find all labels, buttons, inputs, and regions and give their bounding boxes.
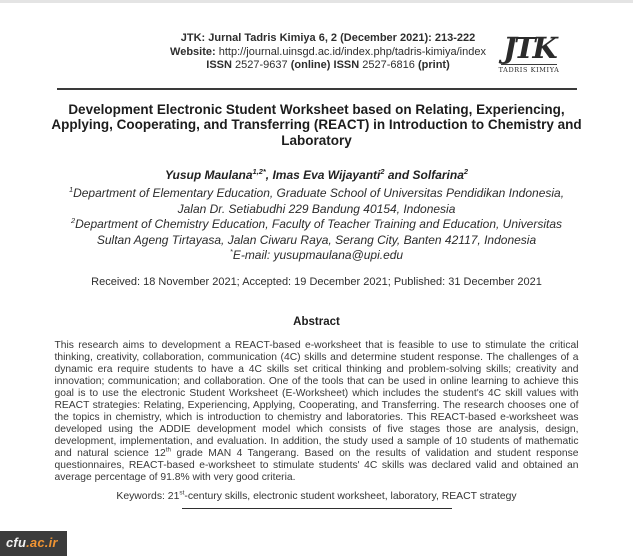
author-marker-1: 1,2* <box>252 167 266 177</box>
affiliation-2-text: Department of Chemistry Education, Faculty of Teacher Training and Education, Universitas Sultan Ageng Tirtayasa, Jalan Ciwaru Raya, Serang City, Banten 42117, Indonesia <box>75 217 563 247</box>
author-name-1: Yusup Maulana <box>164 168 253 183</box>
journal-logo-monogram: JTK <box>503 31 555 65</box>
abstract-text <box>55 340 579 484</box>
issn-label-print: ISSN <box>333 59 360 72</box>
authors-line <box>0 168 633 182</box>
watermark-suffix: .ac.ir <box>26 535 58 550</box>
journal-logo <box>491 33 567 74</box>
affiliations-block <box>61 186 573 264</box>
authors-separator-1: , <box>265 168 273 183</box>
abstract-part-2: grade MAN 4 Tangerang. Based on the results of validation and student response questionnaires, REACT-based e-worksheet to stimulate students' 4C skills was declared valid and obtained an average percentage of 91.8% with very good criteria. <box>54 447 579 483</box>
author-name-3: Solfarina <box>412 168 464 183</box>
website-url[interactable]: http://journal.uinsgd.ac.id/index.php/tadris-kimiya/index <box>218 45 486 58</box>
abstract-heading: Abstract <box>293 315 340 328</box>
keywords-part-2: -century skills, electronic student worksheet, laboratory, REACT strategy <box>184 490 517 502</box>
journal-logo-name: TADRIS KIMIYA <box>498 66 560 74</box>
author-marker-2: 2 <box>380 167 385 177</box>
authors-separator-2: and <box>384 168 413 183</box>
issn-online-tag: (online) <box>290 59 331 72</box>
page-top-edge <box>0 0 633 3</box>
issn-print-tag: (print) <box>417 59 450 72</box>
issn-print-number: 2527-6816 <box>362 59 415 72</box>
abstract-part-1: This research aims to development a REACT-based e-worksheet that is feasible to use to stimulate the critical thinking, creativity, collaboration, communication (4C) skills and determine student response. The challenges of a dynamic era require students to have a 4C skills set critical thinking and problem-solving skills; creativity and innovation; communication; and collaboration. One of the tools that can be used in online learning to achieve this goal is to use the electronic Student Worksheet (E-Worksheet) which includes the student's 4C skill values with REACT strategies: Relating, Experiencing, Applying, Cooperating, and Transferring. The research chooses one of the topics in chemistry, which is introduction to chemistry and laboratories. This REACT-based e-worksheet was developed using the ADDIE development model which consists of five stages those are analysis, design, development, implementation, and evaluation. In addition, the study used a sample of 10 students of mathematic and natural science 12 <box>54 339 579 459</box>
issn-label-online: ISSN <box>206 59 232 72</box>
article-title: Development Electronic Student Worksheet based on Relating, Experiencing, Applying, Cooperating, and Transferring (REACT) in Introduction to Chemistry and Laboratory <box>51 101 582 148</box>
keywords-part-1: Keywords: 21 <box>116 490 180 502</box>
issn-online-number: 2527-9637 <box>235 59 288 72</box>
dates-line: Received: 18 November 2021; Accepted: 19 December 2021; Published: 31 December 2021 <box>91 275 542 288</box>
email-marker: * <box>229 247 233 257</box>
affiliation-2-marker: 2 <box>70 216 76 226</box>
affiliation-1-marker: 1 <box>68 185 74 195</box>
header-divider <box>57 88 577 90</box>
website-label: Website: <box>170 45 216 58</box>
email-text[interactable]: E-mail: yusupmaulana@upi.edu <box>232 248 404 263</box>
affiliation-1-text: Department of Elementary Education, Graduate School of Universitas Pendidikan Indonesia, Jalan Dr. Setiabudhi 229 Bandung 40154, Indonesia <box>73 186 565 216</box>
journal-issue-line: JTK: Jurnal Tadris Kimiya 6, 2 (December 2021): 213-222 <box>180 32 476 44</box>
affiliation-2 <box>61 217 573 248</box>
email-line <box>61 248 573 264</box>
watermark-prefix: cfu <box>6 535 27 550</box>
abstract-ordinal-sup: th <box>165 446 172 454</box>
keywords-ordinal-sup: st <box>179 489 185 497</box>
author-marker-3: 2 <box>463 167 469 177</box>
watermark-badge <box>0 531 67 556</box>
footer-divider <box>182 508 452 509</box>
affiliation-1 <box>61 186 573 217</box>
keywords-line <box>0 491 633 502</box>
author-name-2: Imas Eva Wijayanti <box>272 168 381 183</box>
